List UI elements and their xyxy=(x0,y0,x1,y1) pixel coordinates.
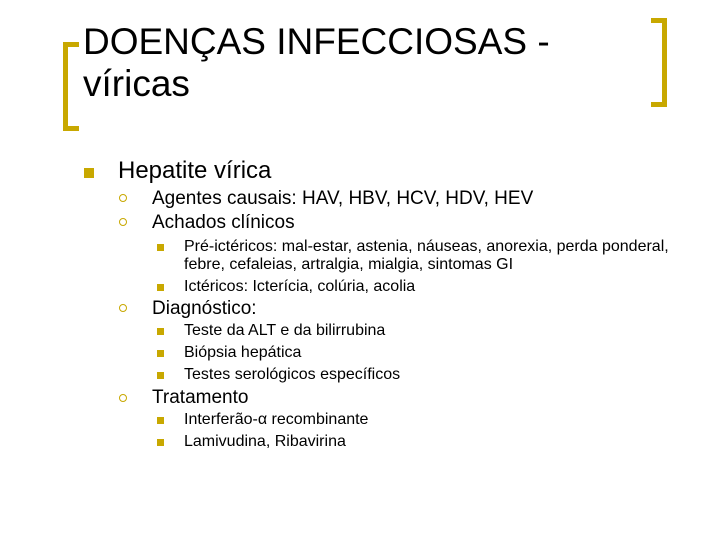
circle-bullet-icon xyxy=(119,304,127,312)
detail-bullet: Ictéricos: Icterícia, colúria, acolia xyxy=(184,278,416,295)
main-bullet: Hepatite vírica xyxy=(118,157,272,184)
detail-bullet: Teste da ALT e da bilirrubina xyxy=(184,322,386,339)
detail-bullet: Interferão-α recombinante xyxy=(184,411,369,428)
detail-bullet: Biópsia hepática xyxy=(184,344,302,361)
square-bullet-icon xyxy=(84,168,94,178)
circle-bullet-icon xyxy=(119,218,127,226)
sub-bullet: Agentes causais: HAV, HBV, HCV, HDV, HEV xyxy=(152,188,534,209)
sub-bullet: Diagnóstico: xyxy=(152,298,257,319)
detail-bullet: Lamivudina, Ribavirina xyxy=(184,433,346,450)
square-bullet-icon xyxy=(157,439,164,446)
detail-bullet: Testes serológicos específicos xyxy=(184,366,401,383)
square-bullet-icon xyxy=(157,244,164,251)
sub-bullet: Tratamento xyxy=(152,387,249,408)
circle-bullet-icon xyxy=(119,194,127,202)
detail-bullet: Pré-ictéricos: mal-estar, astenia, náuseas, anorexia, perda ponderal, febre, cefaleias, artralgia, mialgia, sintomas GI xyxy=(184,238,669,273)
title-line-2: víricas xyxy=(83,63,190,104)
square-bullet-icon xyxy=(157,350,164,357)
square-bullet-icon xyxy=(157,372,164,379)
title-line-1: DOENÇAS INFECCIOSAS - xyxy=(83,21,550,62)
square-bullet-icon xyxy=(157,284,164,291)
square-bullet-icon xyxy=(157,328,164,335)
circle-bullet-icon xyxy=(119,394,127,402)
sub-bullet: Achados clínicos xyxy=(152,212,295,233)
square-bullet-icon xyxy=(157,417,164,424)
